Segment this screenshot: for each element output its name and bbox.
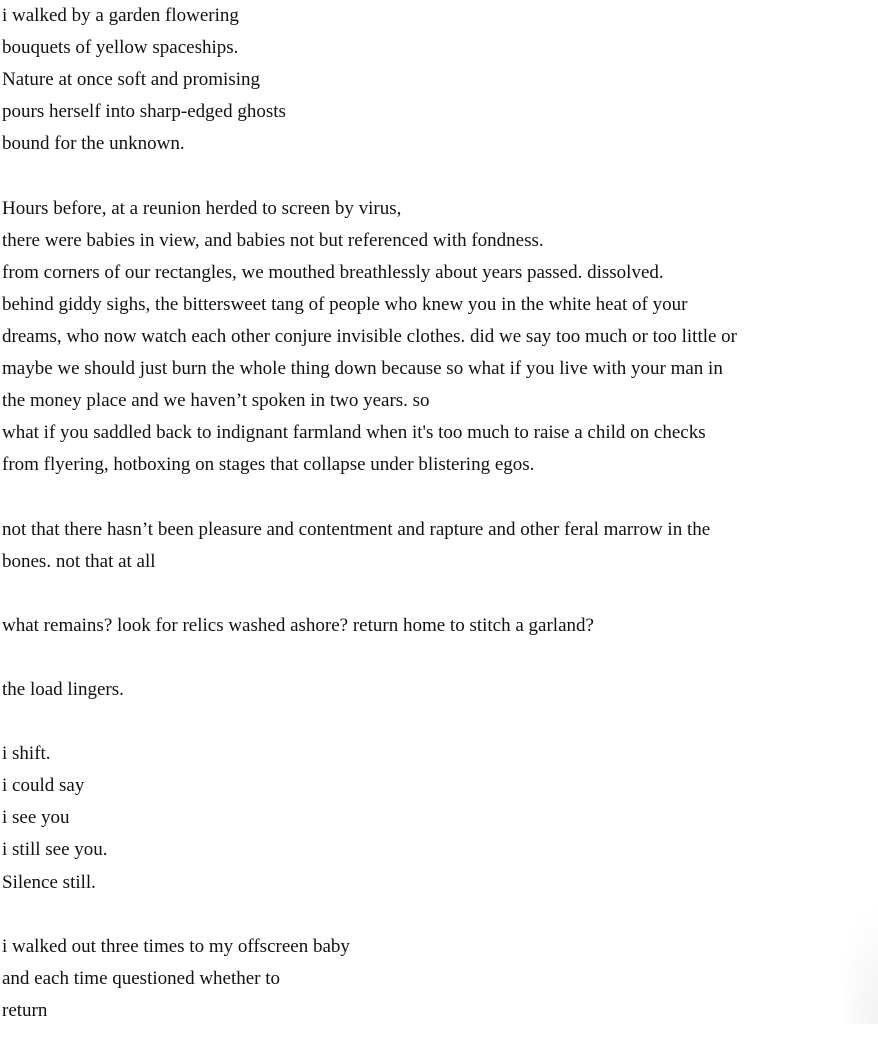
poem-line: the money place and we haven’t spoken in two years. so bbox=[2, 390, 430, 412]
poem-line: i walked out three times to my offscreen baby bbox=[2, 935, 350, 957]
stanza-5 bbox=[2, 674, 874, 706]
stanza-6 bbox=[2, 738, 874, 898]
poem-line: i still see you. bbox=[2, 839, 108, 861]
poem-line: Hours before, at a reunion herded to screen by virus, bbox=[2, 197, 402, 219]
poem-line: Silence still. bbox=[2, 871, 96, 893]
poem-line: what remains? look for relics washed ashore? return home to stitch a garland? bbox=[2, 614, 594, 636]
poem-line: bound for the unknown. bbox=[2, 133, 185, 155]
poem-line: bouquets of yellow spaceships. bbox=[2, 37, 239, 59]
poem-body bbox=[2, 0, 874, 1059]
poem-line: the load lingers. bbox=[2, 678, 124, 700]
stanza-7 bbox=[2, 931, 874, 1027]
poem-line: from corners of our rectangles, we mouthed breathlessly about years passed. dissolved. bbox=[2, 261, 664, 283]
poem-line: i could say bbox=[2, 775, 85, 797]
poem-line: dreams, who now watch each other conjure invisible clothes. did we say too much or too little or bbox=[2, 325, 738, 347]
poem-line: not that there hasn’t been pleasure and contentment and rapture and other feral marrow in the bbox=[2, 518, 711, 540]
poem-line: i walked by a garden flowering bbox=[2, 5, 239, 26]
poem-line: return bbox=[2, 999, 48, 1021]
poem-line: pours herself into sharp-edged ghosts bbox=[2, 101, 286, 123]
stanza-4 bbox=[2, 610, 874, 642]
stanza-3 bbox=[2, 514, 874, 578]
poem-line: maybe we should just burn the whole thing down because so what if you live with your man in bbox=[2, 358, 723, 380]
poem-line: i shift. bbox=[2, 743, 51, 765]
poem-line: i see you bbox=[2, 807, 70, 829]
poem-line: and each time questioned whether to bbox=[2, 967, 281, 989]
poem-line: what if you saddled back to indignant farmland when it's too much to raise a child on checks bbox=[2, 422, 706, 444]
poem-line: from flyering, hotboxing on stages that collapse under blistering egos. bbox=[2, 454, 535, 476]
poem-line: behind giddy sighs, the bittersweet tang of people who knew you in the white heat of your bbox=[2, 293, 688, 315]
poem-line: Nature at once soft and promising bbox=[2, 69, 261, 91]
stanza-1 bbox=[2, 0, 874, 160]
stanza-2 bbox=[2, 193, 874, 482]
poem-line: bones. not that at all bbox=[2, 550, 156, 572]
poem-line: there were babies in view, and babies not but referenced with fondness. bbox=[2, 229, 544, 251]
